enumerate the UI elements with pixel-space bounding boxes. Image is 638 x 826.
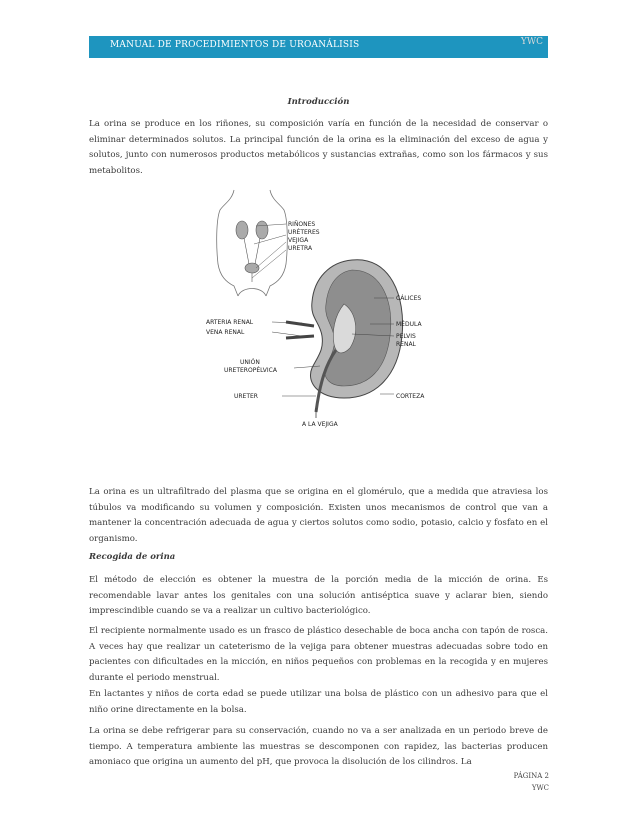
recogida-paragraph-3: En lactantes y niños de corta edad se puede utilizar una bolsa de plástico con un adhesivo para que el niño orine directamente en la bolsa. [89, 689, 548, 715]
recogida-paragraph-2: El recipiente normalmente usado es un frasco de plástico desechable de boca ancha con tapón de rosca. A veces hay que realizar un cateterismo de la vejiga para obtener muestras adecuadas sobre todo en pacientes con dificultades en la micción, en niños pequeños con problemas en la recogida y en mujeres durante el periodo menstrual. [89, 626, 548, 683]
label-a-la-vejiga: A LA VEJIGA [302, 421, 338, 428]
header-title: MANUAL DE PROCEDIMIENTOS DE UROANÁLISIS [110, 40, 360, 50]
label-pelvis-1: PELVIS [396, 333, 416, 340]
footer-code: YWC [531, 784, 549, 792]
label-calices: CÁLICES [396, 295, 422, 302]
header-code: YWC [520, 37, 543, 47]
label-vena: VENA RENAL [206, 329, 245, 336]
recogida-paragraph-4: La orina se debe refrigerar para su conservación, cuando no va a ser analizada en un periodo breve de tiempo. A temperatura ambiente las muestras se descomponen con rapidez, las bacterias producen amoniaco que origina un aumento del pH, que provoca la disolución de los cilindros. La [89, 726, 548, 767]
label-rinones: RIÑONES [288, 221, 316, 228]
intro-paragraph: La orina se produce en los riñones, su composición varía en función de la necesidad de conservar o eliminar determinados solutos. La principal función de la orina es la eliminación del exceso de agua y solutos, junto con numerosos productos metabólicos y sustancias extrañas, como son los fármacos y sus metabolitos. [89, 119, 548, 176]
recogida-paragraph-1: El método de elección es obtener la muestra de la porción media de la micción de orina. Es recomendable lavar antes los genitales con una solución antiséptica suave y aclarar bien, siendo imprescindible cuando se va a realizar un cultivo bacteriológico. [89, 575, 548, 616]
footer-page: PÁGINA 2 [513, 772, 549, 780]
intro-heading: Introducción [287, 97, 350, 107]
kidney-cross-section-icon [286, 260, 403, 412]
label-ureteres: URÉTERES [288, 229, 320, 236]
footer [514, 770, 549, 794]
label-union-1: UNIÓN [240, 359, 260, 366]
label-medula: MÉDULA [396, 321, 422, 328]
kidney-figure [194, 186, 438, 434]
recogida-heading: Recogida de orina [89, 552, 176, 562]
small-kidneys-icon [236, 221, 268, 282]
label-ureter: URETER [234, 393, 258, 400]
label-union-2: URETEROPÉLVICA [224, 367, 277, 374]
paragraph-ultrafiltrado: La orina es un ultrafiltrado del plasma que se origina en el glomérulo, que a medida que atraviesa los túbulos va modificando su volumen y composición. Existen unos mecanismos de control que van a mantener la concentración adecuada de agua y ciertos solutos como sodio, potasio, calcio y fosfato en el organismo. [89, 487, 548, 544]
label-arteria: ARTERIA RENAL [206, 319, 254, 326]
label-vejiga: VEJIGA [288, 237, 309, 244]
label-uretra: URETRA [288, 245, 313, 252]
label-corteza: CORTEZA [396, 393, 425, 400]
label-pelvis-2: RENAL [396, 341, 416, 348]
